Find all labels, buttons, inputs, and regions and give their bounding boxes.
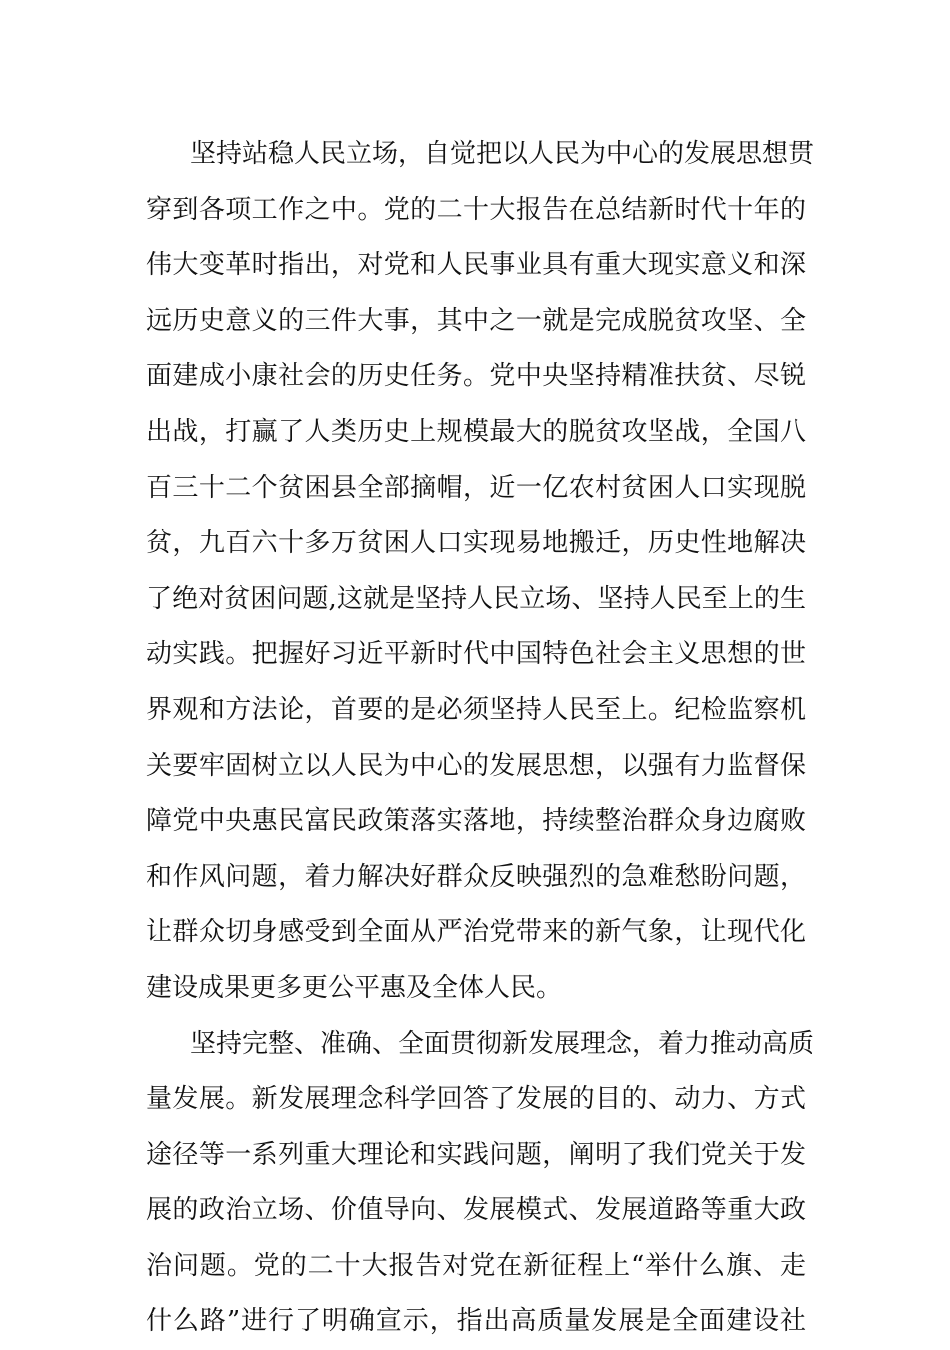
paragraph-line: 界观和方法论，首要的是必须坚持人民至上。纪检监察机 xyxy=(146,683,806,739)
paragraph-line: 百三十二个贫困县全部摘帽，近一亿农村贫困人口实现脱 xyxy=(146,461,806,517)
paragraph-1 xyxy=(146,127,806,1017)
paragraph-line: 什么路”进行了明确宣示，指出高质量发展是全面建设社 xyxy=(146,1294,806,1350)
paragraph-line: 坚持完整、准确、全面贯彻新发展理念，着力推动高质 xyxy=(146,1017,806,1073)
paragraph-2 xyxy=(146,1017,806,1350)
paragraph-line: 关要牢固树立以人民为中心的发展思想，以强有力监督保 xyxy=(146,739,806,795)
paragraph-line: 出战，打赢了人类历史上规模最大的脱贫攻坚战，全国八 xyxy=(146,405,806,461)
paragraph-line: 展的政治立场、价值导向、发展模式、发展道路等重大政 xyxy=(146,1183,806,1239)
paragraph-line: 途径等一系列重大理论和实践问题，阐明了我们党关于发 xyxy=(146,1128,806,1184)
paragraph-line: 量发展。新发展理念科学回答了发展的目的、动力、方式 xyxy=(146,1072,806,1128)
paragraph-line: 伟大变革时指出，对党和人民事业具有重大现实意义和深 xyxy=(146,238,806,294)
paragraph-line: 治问题。党的二十大报告对党在新征程上“举什么旗、走 xyxy=(146,1239,806,1295)
paragraph-line: 面建成小康社会的历史任务。党中央坚持精准扶贫、尽锐 xyxy=(146,349,806,405)
paragraph-line: 障党中央惠民富民政策落实落地，持续整治群众身边腐败 xyxy=(146,794,806,850)
paragraph-line: 建设成果更多更公平惠及全体人民。 xyxy=(146,961,806,1017)
document-body xyxy=(146,127,806,1350)
paragraph-line: 远历史意义的三件大事，其中之一就是完成脱贫攻坚、全 xyxy=(146,294,806,350)
paragraph-line: 了绝对贫困问题,这就是坚持人民立场、坚持人民至上的生 xyxy=(146,572,806,628)
paragraph-line: 让群众切身感受到全面从严治党带来的新气象，让现代化 xyxy=(146,905,806,961)
paragraph-line: 穿到各项工作之中。党的二十大报告在总结新时代十年的 xyxy=(146,183,806,239)
paragraph-line: 坚持站稳人民立场，自觉把以人民为中心的发展思想贯 xyxy=(146,127,806,183)
paragraph-line: 动实践。把握好习近平新时代中国特色社会主义思想的世 xyxy=(146,627,806,683)
paragraph-line: 贫，九百六十多万贫困人口实现易地搬迁，历史性地解决 xyxy=(146,516,806,572)
paragraph-line: 和作风问题，着力解决好群众反映强烈的急难愁盼问题， xyxy=(146,850,806,906)
